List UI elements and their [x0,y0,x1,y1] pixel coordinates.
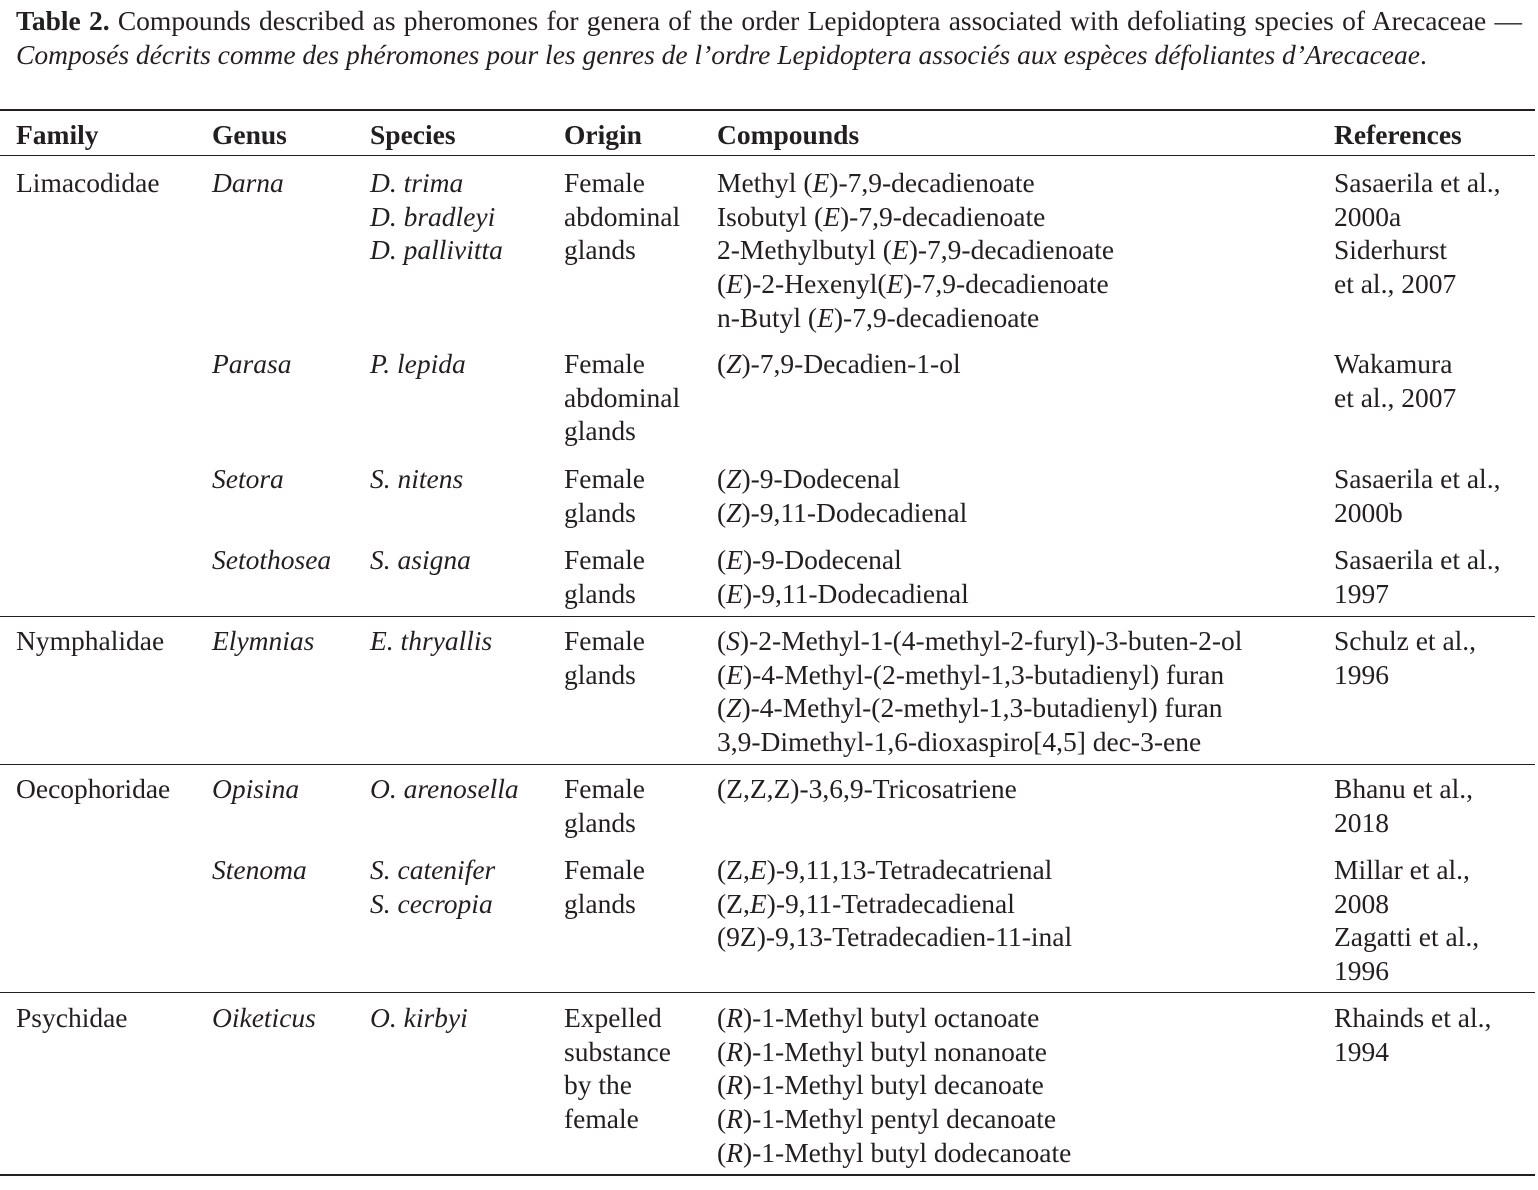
compound-text: )-7,9-decadienoate [829,167,1035,198]
compound-text: )-1-Methyl butyl decanoate [742,1069,1044,1101]
compound-text: )-7,9-Decadien-1-ol [741,348,961,379]
species-name: S. cecropia [370,887,493,919]
compound-name [717,887,1072,921]
species-name: O. arenosella [370,773,519,804]
species-cell [370,347,466,381]
species-name: O. kirbyi [370,1002,468,1033]
compound-text: )-1-Methyl butyl dodecanoate [742,1136,1072,1168]
origin-line: substance [564,1035,671,1067]
stereo-descriptor: Z [726,692,742,724]
genus-cell: Setora [212,463,284,494]
species-name: D. trima [370,167,464,198]
stereo-descriptor: Z [726,463,742,494]
compound-text: )-2-Methyl-1-(4-methyl-2-furyl)-3-buten-2-ol [739,625,1243,656]
stereo-descriptor: E [812,167,830,198]
compound-text: (Z, [717,887,750,919]
compound-text: ( [717,625,727,656]
compound-text: )-9-Dodecenal [741,463,901,494]
compound-text: Isobutyl ( [717,200,824,232]
reference-line: Zagatti et al., [1334,921,1480,953]
compound-text: 3,9-Dimethyl-1,6-dioxaspiro[4,5] dec-3-ene [717,726,1202,758]
references-cell [1334,1001,1491,1068]
compound-name [717,920,1072,954]
compound-name [717,725,1242,759]
compounds-cell [717,1001,1071,1170]
compounds-cell [717,624,1242,759]
genus-cell: Oiketicus [212,1002,316,1033]
species-cell [370,1001,468,1035]
stereo-descriptor: E [749,854,767,885]
compound-text: ( [717,1069,727,1101]
compound-text: )-2-Hexenyl( [742,268,887,300]
compound-text: ( [717,496,727,528]
reference-line: et al., 2007 [1334,381,1457,413]
compound-text: ( [717,577,727,609]
caption-end: . [1419,38,1427,70]
compound-text: ( [717,1002,727,1033]
reference-line: Millar et al., [1334,854,1470,885]
compound-text: 2-Methylbutyl ( [717,234,892,266]
species-cell [370,462,463,496]
origin-cell [564,543,645,610]
family-cell: Psychidae [16,1002,128,1033]
compound-text: )-9,11-Dodecadienal [742,577,969,609]
compounds-cell [717,543,969,610]
compound-text: )-1-Methyl pentyl decanoate [742,1103,1057,1135]
stereo-descriptor: Z [726,348,742,379]
stereo-descriptor: R [726,1136,743,1168]
compound-text: ( [717,268,727,300]
family-cell: Limacodidae [16,167,160,198]
compound-text: (9Z)-9,13-Tetradecadien-11-inal [717,921,1073,953]
reference-line: Wakamura [1334,348,1453,379]
compounds-cell [717,166,1114,335]
header-origin: Origin [564,119,642,150]
compound-text: )-9-Dodecenal [742,544,902,575]
compound-name [717,301,1114,335]
compounds-cell [717,347,961,381]
stereo-descriptor: Z [726,496,742,528]
reference-line: Sasaerila et al., [1334,544,1501,575]
references-cell [1334,772,1473,839]
header-family: Family [16,119,99,150]
reference-line: Sasaerila et al., [1334,167,1501,198]
reference-line: 1997 [1334,577,1389,609]
origin-line: glands [564,806,636,838]
compound-name [717,577,969,611]
compound-name [717,772,1017,806]
compound-text: ( [717,544,727,575]
compound-text: )-7,9-decadienoate [903,268,1109,300]
genus-cell: Elymnias [212,625,315,656]
compound-text: )-4-Methyl-(2-methyl-1,3-butadienyl) furan [742,658,1225,690]
references-cell [1334,166,1500,301]
compounds-cell [717,853,1072,954]
references-cell [1334,624,1476,691]
header-references: References [1334,119,1462,150]
reference-line: Siderhurst [1334,234,1448,266]
reference-line: Schulz et al., [1334,625,1477,656]
species-cell [370,166,503,267]
origin-line: by the [564,1069,632,1101]
family-cell: Oecophoridae [16,773,171,804]
family-divider [0,764,1535,765]
species-cell [370,624,492,658]
reference-line: 1994 [1334,1035,1389,1067]
header-species: Species [370,119,456,150]
species-name: P. lepida [370,348,466,379]
compound-name [717,1068,1071,1102]
compound-text: ( [717,463,727,494]
compound-text: )-7,9-decadienoate [833,301,1040,333]
bottom-rule [0,1174,1535,1176]
origin-line: glands [564,496,636,528]
origin-line: abdominal [564,200,681,232]
reference-line: 2018 [1334,806,1389,838]
stereo-descriptor: E [823,200,840,232]
reference-line: Sasaerila et al., [1334,463,1501,494]
compound-text: ( [717,692,727,724]
compound-name [717,1102,1071,1136]
origin-line: female [564,1103,639,1135]
compound-name [717,691,1242,725]
compound-text: )-1-Methyl butyl octanoate [742,1002,1040,1033]
header-compounds: Compounds [717,119,860,150]
species-name: E. thryallis [370,625,493,656]
compound-text: )-7,9-decadienoate [840,200,1046,232]
stereo-descriptor: E [726,577,743,609]
compound-name [717,347,961,381]
compound-name [717,496,967,530]
species-name: S. catenifer [370,854,496,885]
compounds-cell [717,772,1017,806]
species-cell [370,543,471,577]
species-cell [370,772,519,806]
compounds-cell [717,462,967,529]
caption-label: Table 2. [16,5,110,36]
compound-text: ( [717,1035,727,1067]
compound-name [717,1136,1071,1170]
stereo-descriptor: E [891,234,909,266]
family-divider [0,616,1535,617]
caption-text-fr: Composés décrits comme des phéromones pour les genres de l’ordre Lepidoptera associés aux espèces défoliantes d’Arecaceae [16,38,1420,70]
compound-name [717,543,969,577]
reference-line: et al., 2007 [1334,268,1457,300]
reference-line: 1996 [1334,658,1389,690]
compound-name [717,267,1114,301]
genus-cell: Darna [212,167,284,198]
stereo-descriptor: R [726,1103,743,1135]
reference-line: 2008 [1334,887,1389,919]
origin-line: Female [564,463,645,494]
compound-text: ( [717,348,727,379]
species-name: D. pallivitta [370,234,503,266]
origin-line: glands [564,887,636,919]
origin-line: abdominal [564,381,681,413]
stereo-descriptor: R [726,1069,743,1101]
stereo-descriptor: R [726,1002,743,1033]
reference-line: 1996 [1334,955,1389,987]
compound-text: Methyl ( [717,167,813,198]
compound-text: (Z, [717,854,750,885]
compound-name [717,233,1114,267]
compound-text: ( [717,1103,727,1135]
top-rule [0,109,1535,111]
reference-line: Bhanu et al., [1334,773,1473,804]
origin-line: Female [564,854,645,885]
species-name: S. asigna [370,544,471,575]
compound-text: (Z,Z,Z)-3,6,9-Tricosatriene [717,773,1017,804]
origin-line: Expelled [564,1002,662,1033]
species-name: S. nitens [370,463,464,494]
origin-line: glands [564,415,636,447]
references-cell [1334,543,1500,610]
stereo-descriptor: E [886,268,904,300]
compound-name [717,166,1114,200]
compound-name [717,658,1242,692]
references-cell [1334,347,1456,414]
compound-name [717,200,1114,234]
compound-name [717,1035,1071,1069]
caption-text-en: Compounds described as pheromones for genera of the order Lepidoptera associated with defoliating species of Arecaceae — [109,5,1522,36]
stereo-descriptor: R [726,1035,743,1067]
origin-line: Female [564,773,645,804]
family-cell: Nymphalidae [16,625,165,656]
compound-text: )-7,9-decadienoate [908,234,1115,266]
compound-text: )-9,11,13-Tetradecatrienal [766,854,1053,885]
reference-line: Rhainds et al., [1334,1002,1492,1033]
genus-cell: Opisina [212,773,300,804]
references-cell [1334,853,1479,988]
genus-cell: Stenoma [212,854,307,885]
origin-cell [564,624,645,691]
references-cell [1334,462,1500,529]
compound-text: n-Butyl ( [717,301,818,333]
compound-text: )-9,11-Tetradecadienal [766,887,1015,919]
compound-name [717,462,967,496]
origin-cell [564,853,645,920]
origin-cell [564,166,680,267]
origin-cell [564,1001,671,1136]
origin-line: glands [564,234,636,266]
origin-cell [564,347,680,448]
species-name: D. bradleyi [370,200,496,232]
compound-text: ( [717,1136,727,1168]
origin-cell [564,772,645,839]
header-genus: Genus [212,119,287,150]
stereo-descriptor: E [749,887,767,919]
table-caption [16,4,1522,71]
origin-line: Female [564,544,645,575]
stereo-descriptor: S [726,625,740,656]
genus-cell: Setothosea [212,544,332,575]
compound-name [717,853,1072,887]
compound-text: )-4-Methyl-(2-methyl-1,3-butadienyl) furan [741,692,1223,724]
stereo-descriptor: E [726,268,743,300]
compound-text: ( [717,658,727,690]
origin-line: Female [564,625,645,656]
genus-cell: Parasa [212,348,292,379]
origin-line: glands [564,577,636,609]
reference-line: 2000b [1334,496,1403,528]
compound-name [717,624,1242,658]
stereo-descriptor: E [726,544,743,575]
header-rule [0,155,1535,156]
compound-text: )-9,11-Dodecadienal [741,496,968,528]
stereo-descriptor: E [817,301,834,333]
reference-line: 2000a [1334,200,1402,232]
species-cell [370,853,495,920]
origin-cell [564,462,645,529]
compound-name [717,1001,1071,1035]
stereo-descriptor: E [726,658,743,690]
origin-line: Female [564,348,645,379]
compound-text: )-1-Methyl butyl nonanoate [742,1035,1047,1067]
family-divider [0,992,1535,993]
origin-line: Female [564,167,645,198]
origin-line: glands [564,658,636,690]
